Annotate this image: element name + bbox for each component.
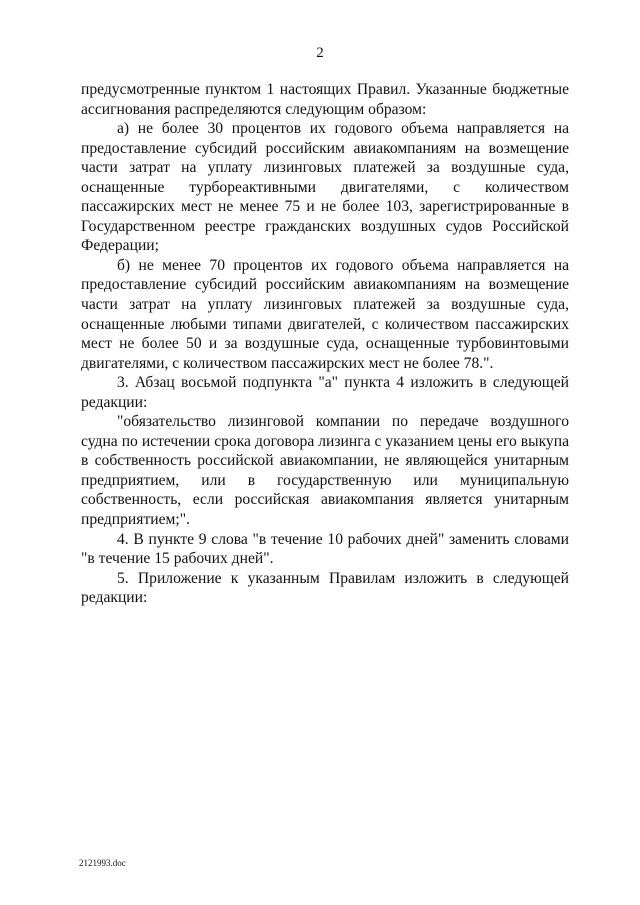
paragraph-item-a: а) не более 30 процентов их годового объема направляется на предоставление субсидий российским авиакомпаниям на возмещение части затрат на уплату лизинговых платежей за воздушные суда, оснащенные турбореактивными двигателями, с количеством пассажирских мест не менее 75 и не более 103, зарегистрированные в Государственном реестре гражданских воздушных судов Российской Федерации; — [81, 120, 569, 255]
paragraph-point-3: 3. Абзац восьмой подпункта "а" пункта 4 изложить в следующей редакции: — [81, 374, 569, 411]
document-filename: 2121993.doc — [79, 858, 126, 868]
paragraph-point-5: 5. Приложение к указанным Правилам изложить в следующей редакции: — [81, 569, 569, 607]
paragraph-continuation: предусмотренные пунктом 1 настоящих Правил. Указанные бюджетные ассигнования распределяются следующим образом: — [81, 81, 569, 118]
paragraph-point-4: 4. В пункте 9 слова "в течение 10 рабочих дней" заменить словами "в течение 15 рабочих дней". — [81, 530, 569, 568]
paragraph-quoted-text: "обязательство лизинговой компании по передаче воздушного судна по истечении срока договора лизинга с указанием цены его выкупа в собственность российской авиакомпании, не являющейся унитарным предприятием, или в государственную или муниципальную собственность, если российская авиакомпания является унитарным предприятием;". — [81, 413, 569, 529]
page-number: 2 — [316, 45, 324, 61]
document-body — [81, 80, 569, 608]
paragraph-item-b: б) не менее 70 процентов их годового объема направляется на предоставление субсидий российским авиакомпаниям на возмещение части затрат на уплату лизинговых платежей за воздушные суда, оснащенные любыми типами двигателей, с количеством пассажирских мест не более 50 и за воздушные суда, оснащенные турбовинтовыми двигателями, с количеством пассажирских мест не более 78.". — [81, 256, 569, 372]
